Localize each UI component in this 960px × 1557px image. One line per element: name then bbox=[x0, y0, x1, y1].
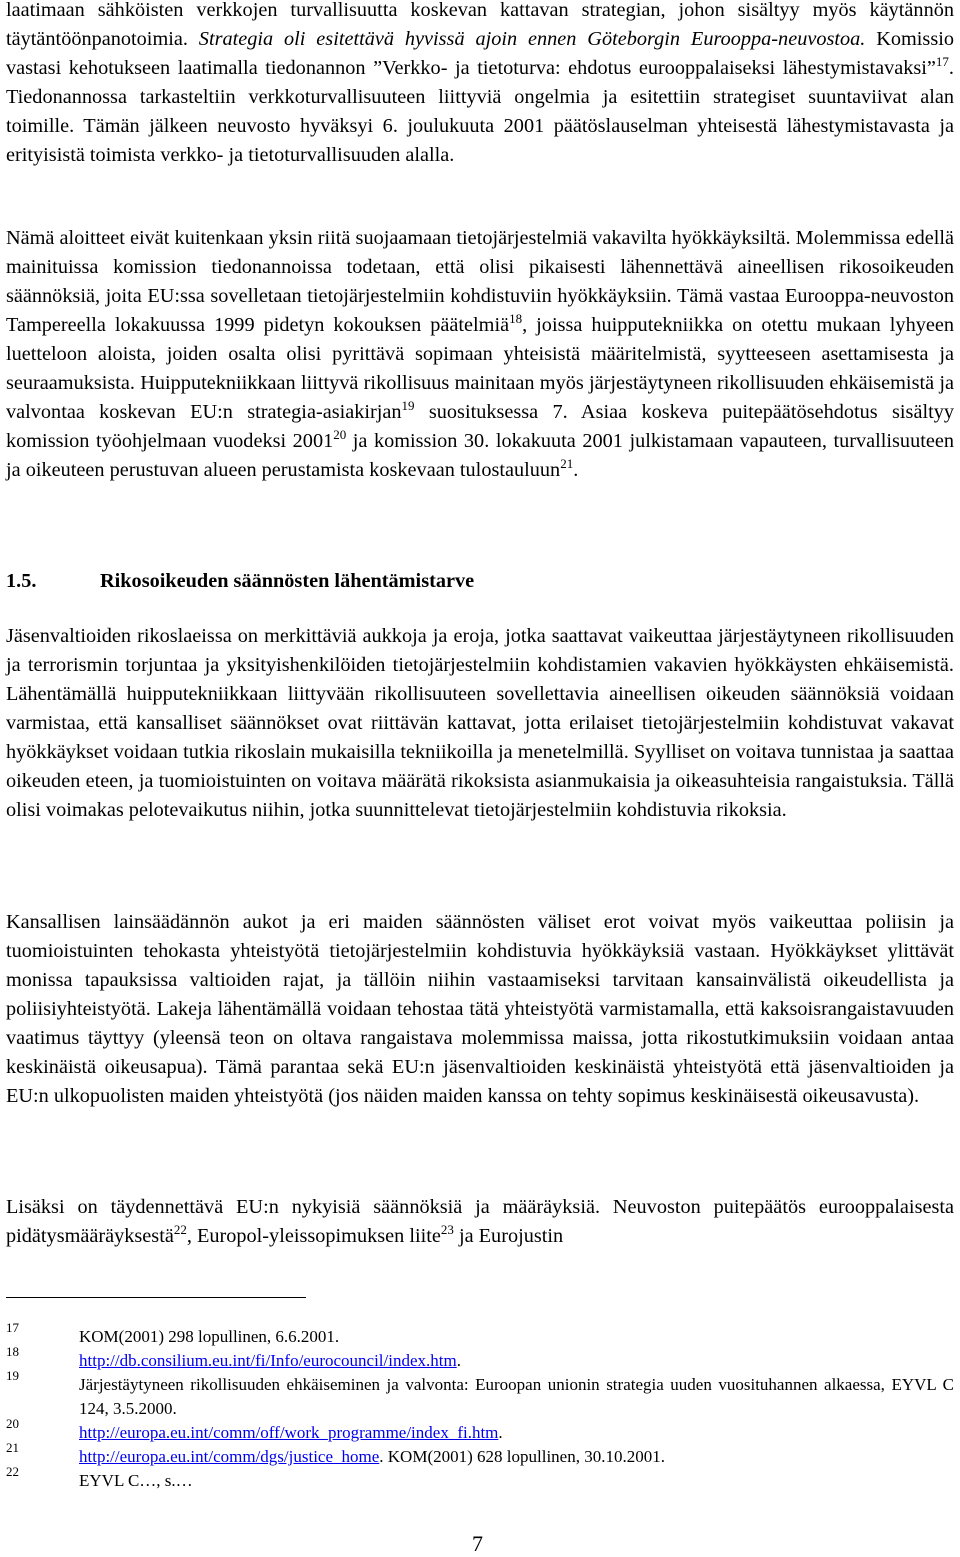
footnote bbox=[6, 1416, 954, 1445]
paragraph-text: ja komission 30. lokakuuta 2001 julkistamaan vapauteen, turvallisuuteen ja oikeuteen perustuvan alueen perustamista koskevaan tulostauluun bbox=[6, 430, 954, 481]
footnote bbox=[6, 1440, 954, 1469]
paragraph-text: ja Eurojustin bbox=[453, 1225, 564, 1247]
footnote bbox=[6, 1320, 954, 1349]
footnote-number: 17 bbox=[6, 1320, 19, 1335]
body-paragraph: Jäsenvaltioiden rikoslaeissa on merkittäviä aukkoja ja eroja, jotka saattavat vaikeuttaa järjestäytyneen rikollisuuden ja terrorismin torjuntaa ja yksityishenkilöiden tietojärjestelmiin kohdistamien vakavien hyökkäysten ehkäisemistä. Lähentämällä huipputekniikkaan liittyvään rikollisuuteen sovellettavia aineellisen oikeuden säännöksiä voidaan varmistaa, että kansalliset säännökset ovat riittävän kattavat, jotta erilaiset tietojärjestelmiin kohdistuvat vakavat hyökkäykset voidaan tutkia rikoslain mukaisilla tekniikoilla ja menetelmillä. Syylliset on voitava tunnistaa ja saattaa oikeuden eteen, ja tuomioistuinten on voitava määrätä rikoksista asianmukaisia ja oikeasuhteisia rangaistuksia. Tällä olisi voimakas pelotevaikutus niihin, jotka suunnittelevat tietojärjestelmiin kohdistuvia rikoksia. bbox=[6, 625, 954, 821]
paragraph-text: Nämä aloitteet eivät kuitenkaan yksin riitä suojaamaan tietojärjestelmiä vakavilta hyökkäyksiltä. Molemmissa edellä mainituissa komission tiedonannoissa todetaan, että olisi pikaisesti lähennettävä aineellisen rikosoikeuden säännöksiä, joita EU:ssa sovelletaan tietojärjestelmiin kohdistuviin hyökkäyksiin. Tämä vastaa Eurooppa-neuvoston Tampereella lokakuussa 1999 pidetyn kokouksen päätelmiä bbox=[6, 227, 954, 336]
body-paragraph bbox=[6, 1193, 954, 1251]
footnote bbox=[6, 1464, 954, 1493]
paragraph-text: . Tiedonannossa tarkasteltiin verkkoturvallisuuteen liittyviä ongelmia ja esitettiin strategiset suuntaviivat alan toimille. Tämän jälkeen neuvosto hyväksyi 6. joulukuuta 2001 päätöslauselman yhteisestä lähestymistavasta ja erityisistä toimista verkko- ja tietoturvallisuuden alalla. bbox=[6, 57, 954, 166]
italic-sentence: Strategia oli esitettävä hyvissä ajoin ennen Göteborgin Eurooppa-neuvostoa. bbox=[198, 28, 866, 50]
footnote-ref[interactable]: 22 bbox=[173, 1222, 187, 1238]
footnote-link[interactable]: http://db.consilium.eu.int/fi/Info/eurocouncil/index.htm bbox=[79, 1351, 457, 1370]
footnote-text: Järjestäytyneen rikollisuuden ehkäiseminen ja valvonta: Euroopan unionin strategia uuden vuosituhannen alkaessa, EYVL C 124, 3.5.2000. bbox=[79, 1375, 954, 1418]
body-paragraph bbox=[6, 0, 954, 170]
paragraph-text: , joissa huipputekniikka on otettu mukaan lyhyeen luetteloon aloista, joiden osalta olisi pyrittävä sopimaan yhteisistä määritelmistä, syytteeseen asettamisesta ja seuraamuksista. Huipputekniikkaan liittyvä rikollisuus mainitaan myös järjestäytyneen rikollisuuden ehkäisemistä ja valvontaa koskevan EU:n strategia-asiakirjan bbox=[6, 314, 954, 423]
footnote-ref[interactable]: 17 bbox=[935, 54, 949, 70]
paragraph-text: Lisäksi on täydennettävä EU:n nykyisiä säännöksiä ja määräyksiä. Neuvoston puitepäätös eurooppalaisesta pidätysmääräyksestä bbox=[6, 1196, 954, 1247]
paragraph-text: Komissio vastasi kehotukseen laatimalla tiedonannon ”Verkko- ja tietoturva: ehdotus eurooppalaiseksi lähestymistavaksi” bbox=[6, 28, 954, 79]
section-number: 1.5. bbox=[6, 570, 37, 592]
footnote-separator bbox=[6, 1297, 306, 1298]
paragraph-text: , Europol-yleissopimuksen liite bbox=[186, 1225, 441, 1247]
footnote-number: 21 bbox=[6, 1440, 19, 1455]
footnote-ref[interactable]: 19 bbox=[401, 398, 415, 414]
paragraph-text: laatimaan sähköisten verkkojen turvallisuutta koskevan kattavan strategian, johon sisältyy myös käytännön täytäntöönpanotoimia. bbox=[6, 0, 954, 50]
footnote-ref[interactable]: 23 bbox=[440, 1222, 454, 1238]
body-paragraph: Kansallisen lainsäädännön aukot ja eri maiden säännösten väliset erot voivat myös vaikeuttaa poliisin ja tuomioistuinten tehokasta yhteistyötä tietojärjestelmiin kohdistuvia hyökkäyksiä vastaan. Hyökkäykset ylittävät monissa tapauksissa valtioiden rajat, ja tällöin niihin vastaamiseksi tarvitaan kansainvälistä oikeudellista ja poliisiyhteistyötä. Lakeja lähentämällä voidaan tehostaa tätä yhteistyötä varmistamalla, että kaksoisrangaistavuuden vaatimus täyttyy (yleensä teon on oltava rangaistava molemmissa maissa, jotta rikostutkimuksiin voidaan antaa keskinäistä oikeusapua). Tämä parantaa sekä EU:n jäsenvaltioiden keskinäistä yhteistyötä että jäsenvaltioiden ja EU:n ulkopuolisten maiden yhteistyötä (jos näiden maiden kanssa on tehty sopimus keskinäisestä oikeusavusta). bbox=[6, 911, 954, 1107]
paragraph-text: . bbox=[573, 459, 579, 481]
paragraph-text: suosituksessa 7. Asiaa koskeva puitepäätösehdotus sisältyy komission työohjelmaan vuodeksi 2001 bbox=[6, 401, 954, 452]
footnote-text: http://europa.eu.int/comm/dgs/justice_home. KOM(2001) 628 lopullinen, 30.10.2001. bbox=[79, 1447, 665, 1466]
page-number: 7 bbox=[472, 1531, 483, 1556]
footnote-link[interactable]: http://europa.eu.int/comm/dgs/justice_home bbox=[79, 1447, 380, 1466]
footnote bbox=[6, 1344, 954, 1373]
footnote-number: 22 bbox=[6, 1464, 19, 1479]
footnote-text: http://db.consilium.eu.int/fi/Info/eurocouncil/index.htm. bbox=[79, 1351, 461, 1370]
footnote-ref[interactable]: 21 bbox=[560, 456, 574, 472]
body-paragraph bbox=[6, 224, 954, 485]
footnote-text: KOM(2001) 298 lopullinen, 6.6.2001. bbox=[79, 1327, 340, 1346]
footnote-link[interactable]: http://europa.eu.int/comm/off/work_programme/index_fi.htm bbox=[79, 1423, 499, 1442]
footnote-ref[interactable]: 20 bbox=[333, 427, 347, 443]
footnote-number: 19 bbox=[6, 1368, 19, 1383]
footnote-ref[interactable]: 18 bbox=[509, 311, 523, 327]
footnote-number: 20 bbox=[6, 1416, 19, 1431]
footnote-text: http://europa.eu.int/comm/off/work_programme/index_fi.htm. bbox=[79, 1423, 503, 1442]
footnote bbox=[6, 1368, 954, 1421]
footnote-text: EYVL C…, s.… bbox=[79, 1471, 193, 1490]
footnote-number: 18 bbox=[6, 1344, 19, 1359]
section-title: Rikosoikeuden säännösten lähentämistarve bbox=[100, 570, 475, 592]
section-heading bbox=[6, 567, 474, 596]
